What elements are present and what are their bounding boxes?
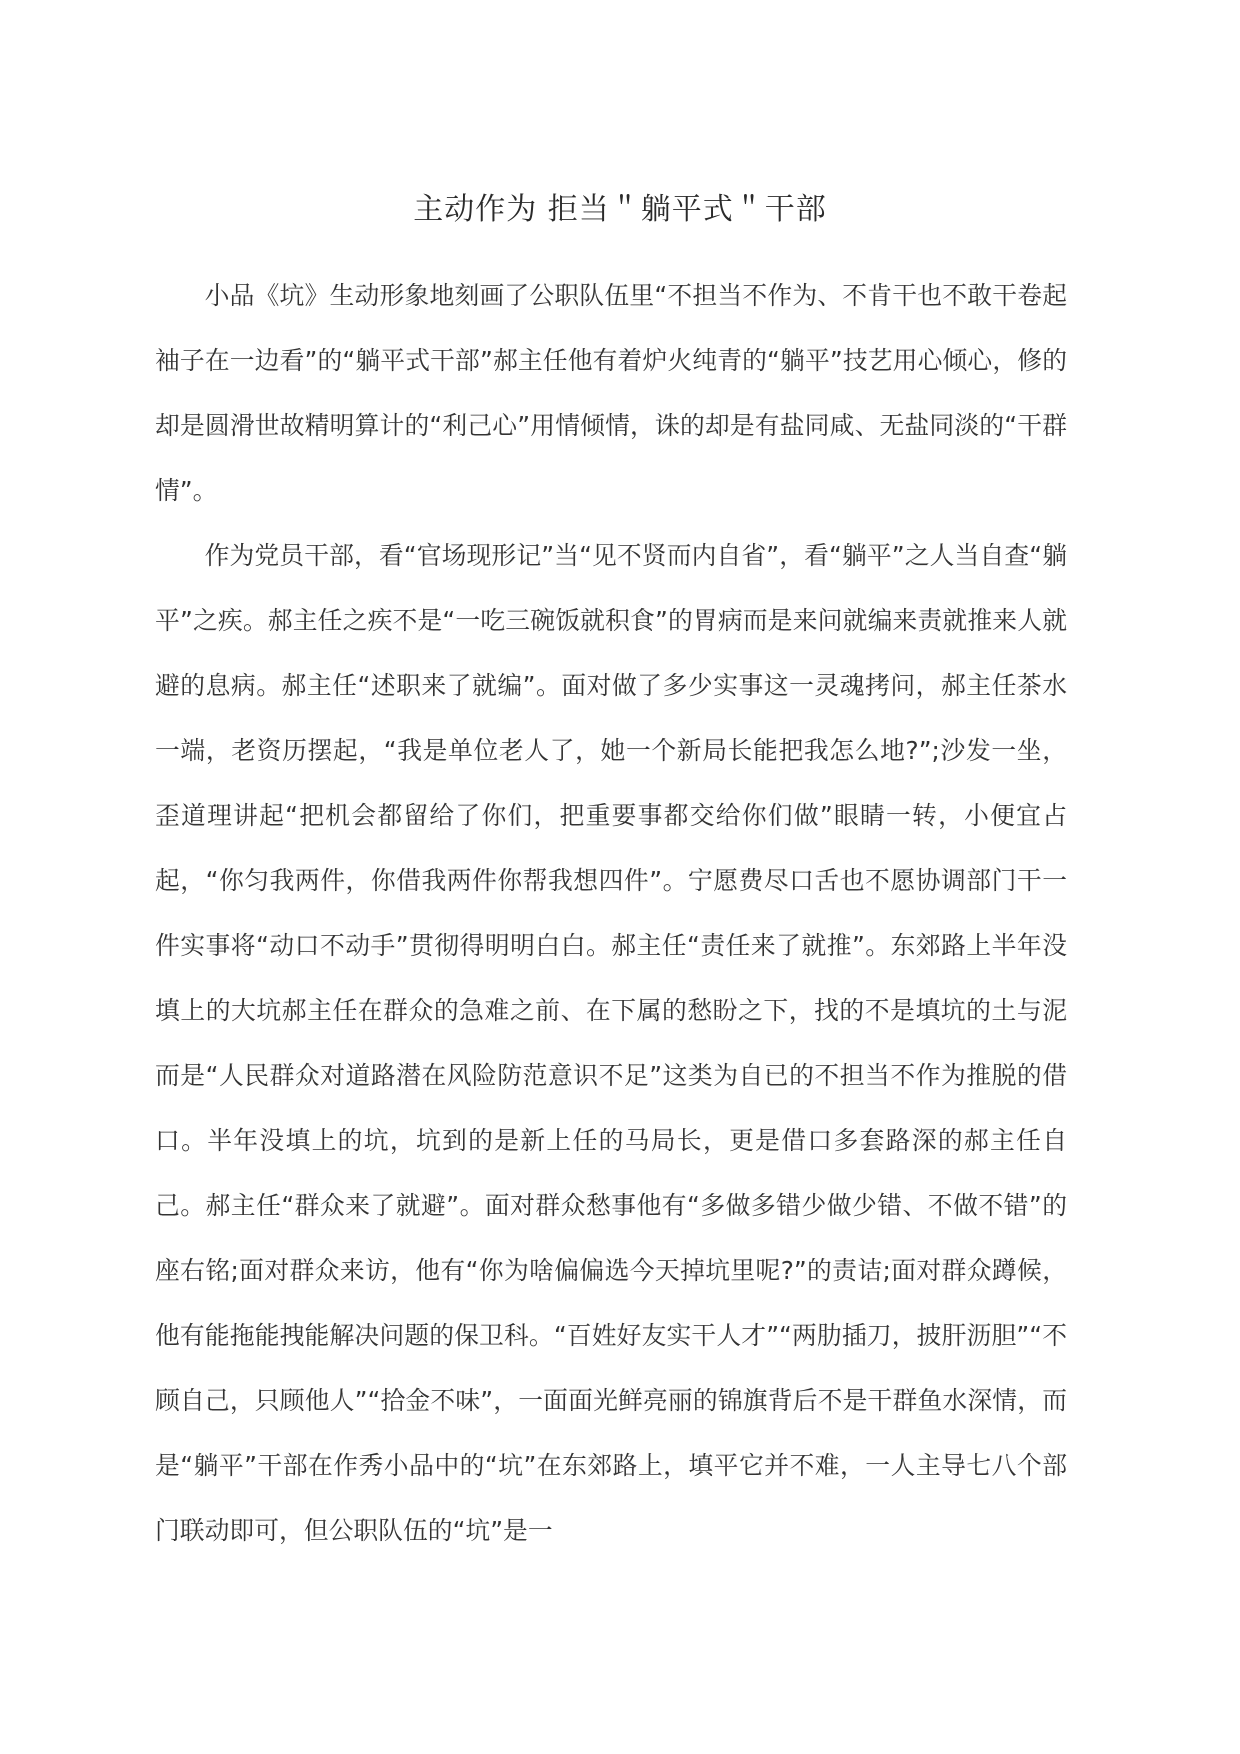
paragraph-1: 小品《坑》生动形象地刻画了公职队伍里“不担当不作为、不肯干也不敢干卷起袖子在一边看”的“躺平式干部”郝主任他有着炉火纯青的“躺平”技艺用心倾心，修的却是圆滑世故精明算计的“利己心”用情倾情，诛的却是有盐同咸、无盐同淡的“干群情”。 bbox=[155, 281, 1067, 505]
document-body bbox=[155, 263, 1067, 1563]
document-title: 主动作为 拒当＂躺平式＂干部 bbox=[413, 192, 827, 227]
paragraph-2: 作为党员干部，看“官场现形记”当“见不贤而内自省”，看“躺平”之人当自查“躺平”之疾。郝主任之疾不是“一吃三碗饭就积食”的胃病而是来问就编来责就推来人就避的息病。郝主任“述职来了就编”。面对做了多少实事这一灵魂拷问，郝主任茶水一端，老资历摆起，“我是单位老人了，她一个新局长能把我怎么地?”;沙发一坐，歪道理讲起“把机会都留给了你们，把重要事都交给你们做”眼睛一转，小便宜占起，“你匀我两件，你借我两件你帮我想四件”。宁愿费尽口舌也不愿协调部门干一件实事将“动口不动手”贯彻得明明白白。郝主任“责任来了就推”。东郊路上半年没填上的大坑郝主任在群众的急难之前、在下属的愁盼之下，找的不是填坑的土与泥而是“人民群众对道路潜在风险防范意识不足”这类为自已的不担当不作为推脱的借口。半年没填上的坑，坑到的是新上任的马局长，更是借口多套路深的郝主任自己。郝主任“群众来了就避”。面对群众愁事他有“多做多错少做少错、不做不错”的座右铭;面对群众来访，他有“你为啥偏偏选今天掉坑里呢?”的责诘;面对群众蹲候，他有能拖能拽能解决问题的保卫科。“百姓好友实干人才”“两肋插刀，披肝沥胆”“不顾自己，只顾他人”“拾金不味”，一面面光鲜亮丽的锦旗背后不是干群鱼水深情，而是“躺平”干部在作秀小品中的“坑”在东郊路上，填平它并不难，一人主导七八个部门联动即可，但公职队伍的“坑”是一 bbox=[155, 541, 1067, 1545]
